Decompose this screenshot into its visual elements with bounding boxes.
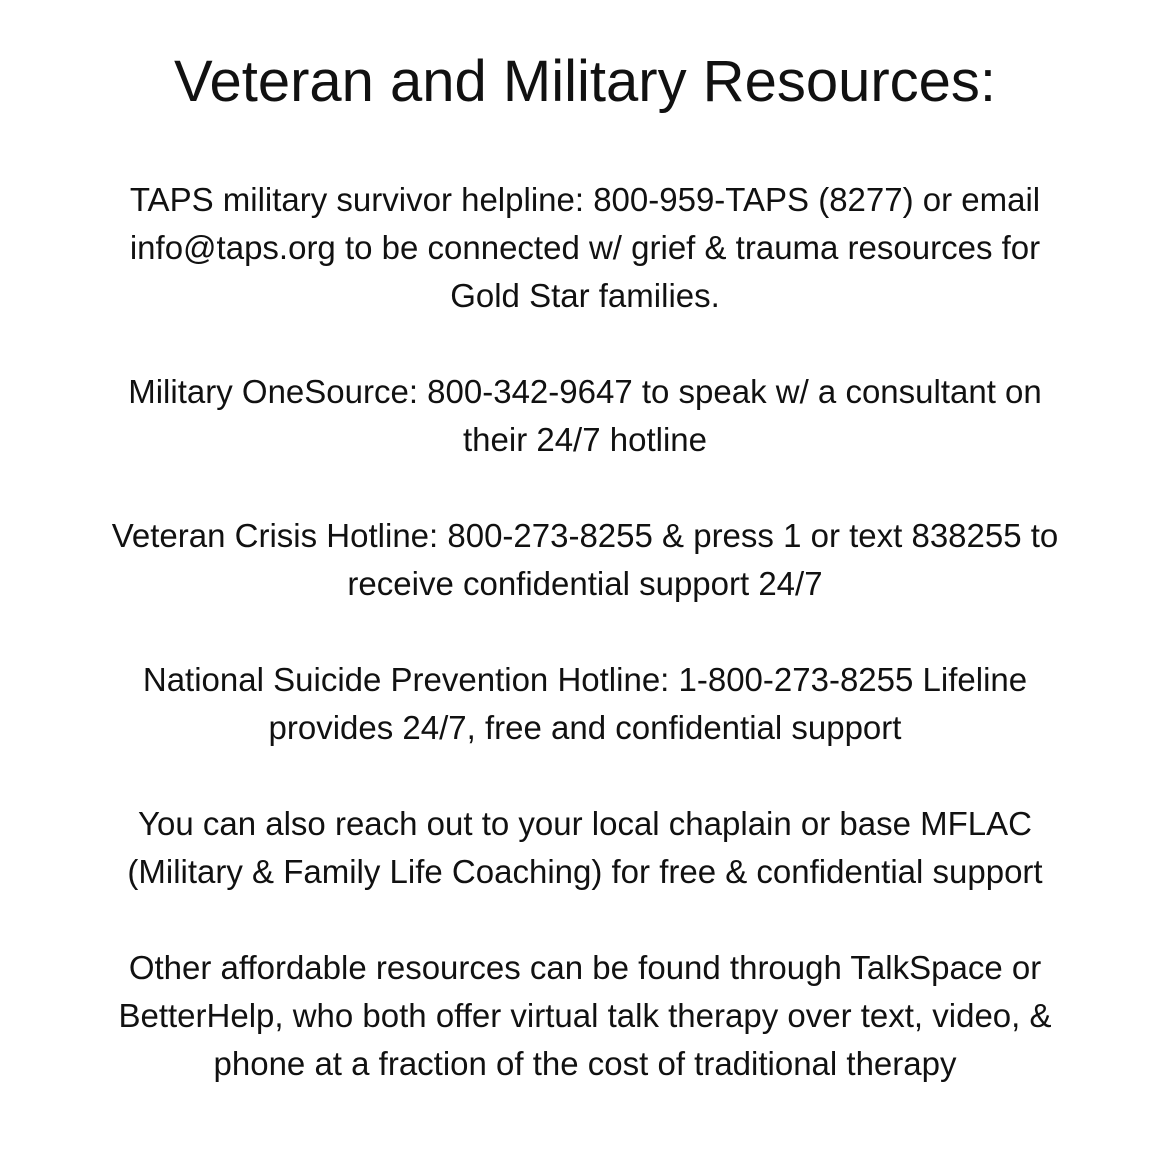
resource-online-therapy [40,944,1130,1088]
resource-chaplain-mflac [40,800,1130,896]
resource-line: info@taps.org to be connected w/ grief & trauma resources for [129,229,1041,266]
resource-line: TAPS military survivor helpline: 800-959-TAPS (8277) or email [129,181,1041,218]
resource-line: (Military & Family Life Coaching) for free & confidential support [127,853,1043,890]
resource-line: their 24/7 hotline [462,421,707,458]
resource-line: BetterHelp, who both offer virtual talk therapy over text, video, & [118,997,1052,1034]
resource-line: Military OneSource: 800-342-9647 to speak w/ a consultant on [128,373,1042,410]
resource-military-onesource [40,368,1130,464]
resource-taps [40,176,1130,320]
resource-line: Other affordable resources can be found through TalkSpace or [128,949,1042,986]
resource-line: receive confidential support 24/7 [347,565,823,602]
resource-line: Gold Star families. [450,277,720,314]
resource-suicide-prevention-hotline [40,656,1130,752]
resource-line: phone at a fraction of the cost of traditional therapy [213,1045,957,1082]
resource-line: Veteran Crisis Hotline: 800-273-8255 & press 1 or text 838255 to [111,517,1059,554]
resource-line: provides 24/7, free and confidential support [268,709,902,746]
resource-line: You can also reach out to your local chaplain or base MFLAC [138,805,1032,842]
resource-line: National Suicide Prevention Hotline: 1-800-273-8255 Lifeline [142,661,1028,698]
page-title: Veteran and Military Resources: [173,49,997,114]
resource-list [40,176,1130,1088]
resource-veteran-crisis-hotline [40,512,1130,608]
